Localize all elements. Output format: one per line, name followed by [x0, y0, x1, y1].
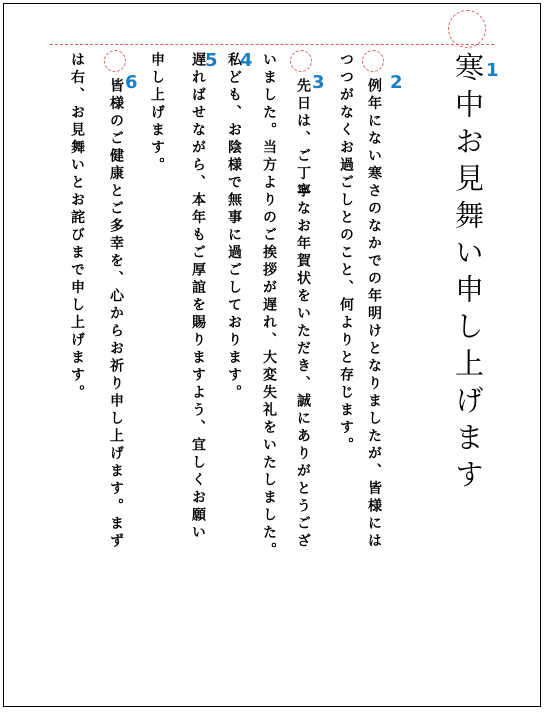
body-line-1: 例年にない寒さのなかでの年明けとなりましたが、皆様には — [366, 78, 382, 551]
letter-title: 寒中お見舞い申し上げます — [451, 52, 485, 496]
body-line-3: 先日は、ご丁寧なお年賀状をいただき、誠にありがとうござ — [295, 78, 311, 551]
body-line-5: 私ども、お陰様で無事に過ごしております。 — [226, 52, 242, 402]
body-line-2: つつがなくお過ごしとのこと、何よりと存じます。 — [338, 52, 354, 455]
marker-2: 2 — [390, 72, 403, 93]
marker-6: 6 — [125, 72, 138, 93]
body-line-7: 申し上げます。 — [149, 52, 165, 175]
line3-start-circle — [290, 50, 312, 72]
marker-1: 1 — [486, 60, 499, 81]
marker-4: 4 — [240, 50, 253, 71]
marker-5: 5 — [205, 50, 218, 71]
title-start-circle — [448, 10, 486, 48]
marker-3: 3 — [312, 72, 325, 93]
body-line-8: 皆様のご健康とご多幸を、心からお祈り申し上げます。まず — [108, 78, 124, 551]
body-line-4: いました。当方よりのご挨拶が遅れ、大変失礼をいたしました。 — [261, 52, 277, 560]
line1-start-circle — [362, 50, 384, 72]
body-line-9: は右、お見舞いとお詫びまで申し上げます。 — [69, 52, 85, 402]
top-margin-guide-line — [50, 44, 494, 45]
line8-start-circle — [104, 50, 126, 72]
body-line-6: 遅ればせながら、本年もご厚誼を賜りますよう、宜しくお願い — [190, 52, 206, 542]
